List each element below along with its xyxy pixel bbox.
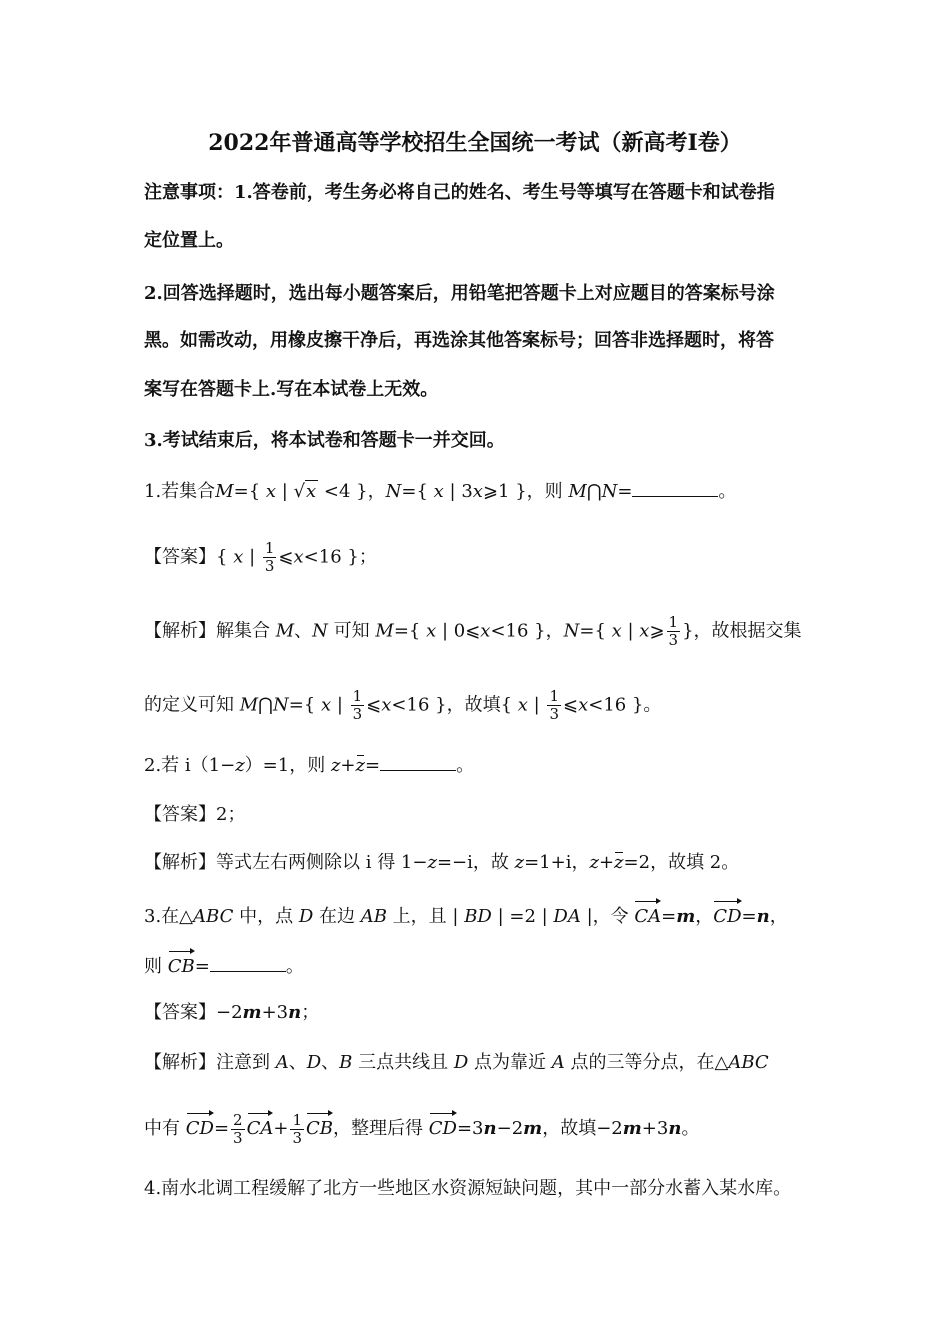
notice-3: 3.考试结束后，将本试卷和答题卡一并交回。 (144, 430, 505, 451)
question-1-explanation-2: 的定义可知 M⋂N={ x | $\frac{1}{3}$ ⩽x<16 }，故填{ x | $\frac{1}{3}$ ⩽x<16 }。 (144, 687, 662, 723)
question-1-explanation-1: 【解析】解集合 M、N 可知 M={ x | 0⩽x<16 }，N={ x | x⩾ $\frac{1}{3}$ }，故根据交集 (144, 613, 802, 649)
vector-ca: CA (247, 1110, 274, 1142)
question-3-answer: 【答案】−2m+3n； (144, 1002, 320, 1023)
fraction: $\frac{1}{3}$ (264, 539, 275, 575)
vector-ca: CA (634, 898, 661, 930)
answer-blank (210, 953, 286, 972)
notice-1b: 定位置上。 (144, 230, 234, 251)
vector-cd: CD (186, 1110, 214, 1142)
question-2-stem: 2.若 i（1−z）=1，则 z+z= 。 (144, 752, 474, 779)
vector-cd: CD (713, 898, 741, 930)
vector-cd: CD (429, 1110, 457, 1142)
question-2-answer: 【答案】2； (144, 804, 246, 825)
vector-cb: CB (306, 1110, 333, 1142)
answer-blank (632, 478, 718, 497)
notice-2c: 案写在答题卡上.写在本试卷上无效。 (144, 379, 439, 400)
fraction: $\frac{1}{3}$ (668, 613, 679, 649)
notice-2a: 2.回答选择题时，选出每小题答案后，用铅笔把答题卡上对应题目的答案标号涂 (144, 283, 775, 304)
vector-cb: CB (168, 948, 195, 980)
question-1-answer: 【答案】{ x | $\frac{1}{3}$ ⩽x<16 }； (144, 539, 377, 575)
fraction: $\frac{2}{3}$ (233, 1110, 243, 1147)
fraction: $\frac{1}{3}$ (549, 687, 559, 723)
answer-blank (380, 752, 456, 771)
fraction: $\frac{1}{3}$ (352, 687, 363, 723)
question-3-stem-1: 3.在△ABC 中，点 D 在边 AB 上，且 | BD | =2 | DA |，令 CA=m，CD=n， (144, 898, 788, 930)
question-2-explanation: 【解析】等式左右两侧除以 i 得 1−z=−i，故 z=1+i，z+z=2，故填 2。 (144, 850, 739, 876)
notice-1a: 注意事项：1.答卷前，考生务必将自己的姓名、考生号等填写在答题卡和试卷指 (144, 182, 775, 203)
question-4-stem: 4.南水北调工程缓解了北方一些地区水资源短缺问题，其中一部分水蓄入某水库。 (144, 1178, 792, 1199)
question-3-explanation-2: 中有 CD= $\frac{2}{3}$ CA+ $\frac{1}{3}$ CB，整理后得 CD=3n−2m，故填−2m+3n。 (144, 1110, 700, 1147)
question-1-stem: 1.若集合M={ x | √x <4 }，N={ x | 3x⩾1 }，则 M⋂N= 。 (144, 478, 736, 505)
question-3-explanation-1: 【解析】注意到 A、D、B 三点共线且 D 点为靠近 A 点的三等分点，在△ABC (144, 1052, 769, 1073)
notice-2b: 黑。如需改动，用橡皮擦干净后，再选涂其他答案标号；回答非选择题时，将答 (144, 330, 774, 351)
fraction: $\frac{1}{3}$ (292, 1110, 303, 1147)
question-3-stem-2: 则 CB= 。 (144, 948, 304, 980)
page-title: 2022年普通高等学校招生全国统一考试（新高考Ⅰ卷） (208, 130, 742, 156)
